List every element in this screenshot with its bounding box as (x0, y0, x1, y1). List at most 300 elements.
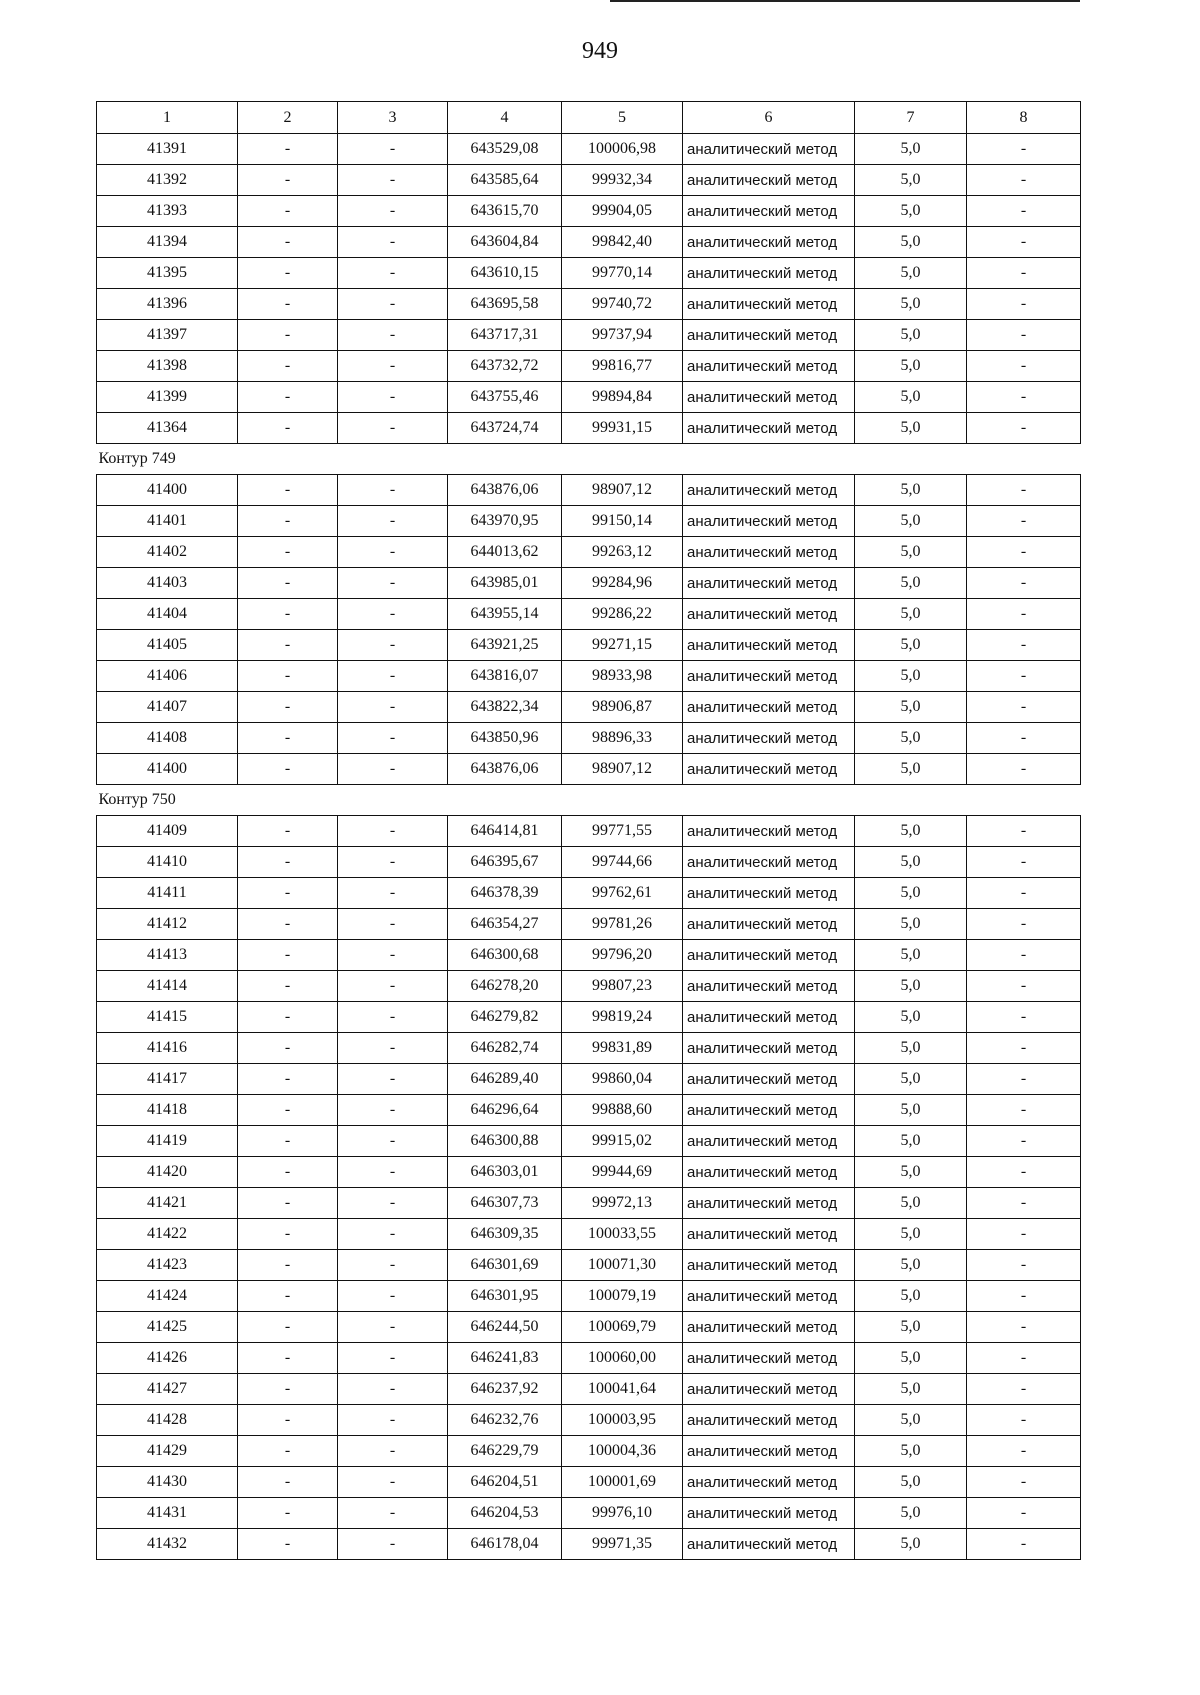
col3-cell: - (338, 475, 448, 506)
table-row (97, 630, 1081, 661)
method-cell: аналитический метод (683, 258, 855, 289)
col3-cell: - (338, 568, 448, 599)
method-cell: аналитический метод (683, 1374, 855, 1405)
table-row (97, 537, 1081, 568)
col8-cell: - (967, 909, 1081, 940)
table-row (97, 382, 1081, 413)
point-number-cell: 41403 (97, 568, 238, 599)
col3-cell: - (338, 723, 448, 754)
coord-x-cell: 646244,50 (448, 1312, 562, 1343)
coord-x-cell: 643822,34 (448, 692, 562, 723)
accuracy-cell: 5,0 (855, 537, 967, 568)
col2-cell: - (238, 134, 338, 165)
accuracy-cell: 5,0 (855, 1002, 967, 1033)
accuracy-cell: 5,0 (855, 816, 967, 847)
coord-y-cell: 99976,10 (562, 1498, 683, 1529)
coord-y-cell: 98907,12 (562, 754, 683, 785)
col2-cell: - (238, 1436, 338, 1467)
coord-x-cell: 646178,04 (448, 1529, 562, 1560)
table-row (97, 165, 1081, 196)
col2-cell: - (238, 1126, 338, 1157)
col2-cell: - (238, 258, 338, 289)
method-cell: аналитический метод (683, 382, 855, 413)
coord-x-cell: 646204,53 (448, 1498, 562, 1529)
table-row (97, 1467, 1081, 1498)
method-cell: аналитический метод (683, 1188, 855, 1219)
col3-cell: - (338, 1219, 448, 1250)
table-row (97, 1405, 1081, 1436)
col2-cell: - (238, 227, 338, 258)
col2-cell: - (238, 971, 338, 1002)
method-cell: аналитический метод (683, 1405, 855, 1436)
coord-x-cell: 646395,67 (448, 847, 562, 878)
method-cell: аналитический метод (683, 1312, 855, 1343)
col3-cell: - (338, 165, 448, 196)
col8-cell: - (967, 1033, 1081, 1064)
point-number-cell: 41430 (97, 1467, 238, 1498)
col8-cell: - (967, 630, 1081, 661)
col8-cell: - (967, 878, 1081, 909)
accuracy-cell: 5,0 (855, 1312, 967, 1343)
col8-cell: - (967, 1498, 1081, 1529)
accuracy-cell: 5,0 (855, 227, 967, 258)
col2-cell: - (238, 382, 338, 413)
point-number-cell: 41423 (97, 1250, 238, 1281)
coord-y-cell: 100071,30 (562, 1250, 683, 1281)
coord-y-cell: 99816,77 (562, 351, 683, 382)
col8-cell: - (967, 289, 1081, 320)
coord-y-cell: 99972,13 (562, 1188, 683, 1219)
coord-x-cell: 643970,95 (448, 506, 562, 537)
col2-cell: - (238, 568, 338, 599)
coord-x-cell: 643615,70 (448, 196, 562, 227)
col3-cell: - (338, 878, 448, 909)
method-cell: аналитический метод (683, 940, 855, 971)
coord-x-cell: 646309,35 (448, 1219, 562, 1250)
table-row (97, 1095, 1081, 1126)
col8-cell: - (967, 227, 1081, 258)
table-row (97, 692, 1081, 723)
point-number-cell: 41408 (97, 723, 238, 754)
coord-y-cell: 99831,89 (562, 1033, 683, 1064)
col3-cell: - (338, 1095, 448, 1126)
col2-cell: - (238, 1157, 338, 1188)
col3-cell: - (338, 1281, 448, 1312)
col3-cell: - (338, 1188, 448, 1219)
method-cell: аналитический метод (683, 165, 855, 196)
col8-cell: - (967, 1095, 1081, 1126)
coord-y-cell: 99931,15 (562, 413, 683, 444)
col2-cell: - (238, 1405, 338, 1436)
method-cell: аналитический метод (683, 1529, 855, 1560)
coord-x-cell: 643585,64 (448, 165, 562, 196)
method-cell: аналитический метод (683, 1436, 855, 1467)
accuracy-cell: 5,0 (855, 196, 967, 227)
coord-y-cell: 100004,36 (562, 1436, 683, 1467)
table-row (97, 1281, 1081, 1312)
col8-cell: - (967, 382, 1081, 413)
method-cell: аналитический метод (683, 878, 855, 909)
coord-y-cell: 99944,69 (562, 1157, 683, 1188)
method-cell: аналитический метод (683, 134, 855, 165)
coord-y-cell: 99888,60 (562, 1095, 683, 1126)
table-row (97, 1219, 1081, 1250)
accuracy-cell: 5,0 (855, 847, 967, 878)
col8-cell: - (967, 1219, 1081, 1250)
coord-x-cell: 646204,51 (448, 1467, 562, 1498)
col3-cell: - (338, 630, 448, 661)
col2-cell: - (238, 599, 338, 630)
col3-cell: - (338, 1436, 448, 1467)
accuracy-cell: 5,0 (855, 1467, 967, 1498)
col8-cell: - (967, 1405, 1081, 1436)
method-cell: аналитический метод (683, 289, 855, 320)
col2-cell: - (238, 909, 338, 940)
col8-cell: - (967, 847, 1081, 878)
header-row (97, 102, 1081, 134)
accuracy-cell: 5,0 (855, 940, 967, 971)
accuracy-cell: 5,0 (855, 630, 967, 661)
table-row (97, 878, 1081, 909)
point-number-cell: 41420 (97, 1157, 238, 1188)
coord-y-cell: 99770,14 (562, 258, 683, 289)
col8-cell: - (967, 1250, 1081, 1281)
col3-cell: - (338, 1529, 448, 1560)
coord-x-cell: 646241,83 (448, 1343, 562, 1374)
table-row (97, 1529, 1081, 1560)
col8-cell: - (967, 599, 1081, 630)
accuracy-cell: 5,0 (855, 382, 967, 413)
method-cell: аналитический метод (683, 227, 855, 258)
point-number-cell: 41396 (97, 289, 238, 320)
method-cell: аналитический метод (683, 971, 855, 1002)
coord-y-cell: 99737,94 (562, 320, 683, 351)
method-cell: аналитический метод (683, 568, 855, 599)
method-cell: аналитический метод (683, 196, 855, 227)
col8-cell: - (967, 475, 1081, 506)
col2-cell: - (238, 320, 338, 351)
table-row (97, 1374, 1081, 1405)
point-number-cell: 41415 (97, 1002, 238, 1033)
col2-cell: - (238, 475, 338, 506)
col3-cell: - (338, 537, 448, 568)
accuracy-cell: 5,0 (855, 1436, 967, 1467)
coord-x-cell: 646303,01 (448, 1157, 562, 1188)
accuracy-cell: 5,0 (855, 1033, 967, 1064)
table-row (97, 754, 1081, 785)
col3-cell: - (338, 816, 448, 847)
accuracy-cell: 5,0 (855, 1343, 967, 1374)
col2-cell: - (238, 816, 338, 847)
point-number-cell: 41399 (97, 382, 238, 413)
method-cell: аналитический метод (683, 847, 855, 878)
coord-x-cell: 643955,14 (448, 599, 562, 630)
col3-cell: - (338, 1467, 448, 1498)
col2-cell: - (238, 165, 338, 196)
accuracy-cell: 5,0 (855, 165, 967, 196)
coord-x-cell: 646289,40 (448, 1064, 562, 1095)
point-number-cell: 41409 (97, 816, 238, 847)
table-row (97, 506, 1081, 537)
col3-cell: - (338, 847, 448, 878)
column-header: 8 (967, 102, 1081, 134)
table-row (97, 1250, 1081, 1281)
coord-y-cell: 99807,23 (562, 971, 683, 1002)
point-number-cell: 41404 (97, 599, 238, 630)
point-number-cell: 41424 (97, 1281, 238, 1312)
method-cell: аналитический метод (683, 1343, 855, 1374)
coord-x-cell: 646378,39 (448, 878, 562, 909)
coordinates-table (96, 101, 1081, 1560)
col2-cell: - (238, 1250, 338, 1281)
col3-cell: - (338, 1157, 448, 1188)
top-edge-line (610, 0, 1080, 2)
col8-cell: - (967, 692, 1081, 723)
col3-cell: - (338, 1405, 448, 1436)
accuracy-cell: 5,0 (855, 599, 967, 630)
coord-x-cell: 643717,31 (448, 320, 562, 351)
col2-cell: - (238, 692, 338, 723)
table-row (97, 1343, 1081, 1374)
col8-cell: - (967, 1126, 1081, 1157)
col2-cell: - (238, 1064, 338, 1095)
point-number-cell: 41410 (97, 847, 238, 878)
col2-cell: - (238, 1219, 338, 1250)
method-cell: аналитический метод (683, 1064, 855, 1095)
page-number: 949 (582, 38, 618, 64)
coord-x-cell: 643724,74 (448, 413, 562, 444)
col3-cell: - (338, 1033, 448, 1064)
coord-x-cell: 643732,72 (448, 351, 562, 382)
coord-y-cell: 98896,33 (562, 723, 683, 754)
col3-cell: - (338, 413, 448, 444)
col2-cell: - (238, 537, 338, 568)
method-cell: аналитический метод (683, 1095, 855, 1126)
point-number-cell: 41400 (97, 754, 238, 785)
coord-y-cell: 99740,72 (562, 289, 683, 320)
table-row (97, 1498, 1081, 1529)
coord-x-cell: 643816,07 (448, 661, 562, 692)
col8-cell: - (967, 1374, 1081, 1405)
method-cell: аналитический метод (683, 661, 855, 692)
point-number-cell: 41417 (97, 1064, 238, 1095)
column-header: 4 (448, 102, 562, 134)
coord-x-cell: 646300,88 (448, 1126, 562, 1157)
point-number-cell: 41419 (97, 1126, 238, 1157)
coord-x-cell: 646414,81 (448, 816, 562, 847)
point-number-cell: 41402 (97, 537, 238, 568)
col8-cell: - (967, 1002, 1081, 1033)
coord-x-cell: 643604,84 (448, 227, 562, 258)
accuracy-cell: 5,0 (855, 1281, 967, 1312)
point-number-cell: 41412 (97, 909, 238, 940)
col3-cell: - (338, 971, 448, 1002)
coord-y-cell: 100001,69 (562, 1467, 683, 1498)
column-header: 3 (338, 102, 448, 134)
col8-cell: - (967, 506, 1081, 537)
point-number-cell: 41428 (97, 1405, 238, 1436)
col2-cell: - (238, 878, 338, 909)
accuracy-cell: 5,0 (855, 1157, 967, 1188)
coord-y-cell: 99904,05 (562, 196, 683, 227)
col8-cell: - (967, 258, 1081, 289)
table-row (97, 661, 1081, 692)
method-cell: аналитический метод (683, 1219, 855, 1250)
coord-y-cell: 100060,00 (562, 1343, 683, 1374)
coord-x-cell: 643529,08 (448, 134, 562, 165)
accuracy-cell: 5,0 (855, 320, 967, 351)
column-header: 7 (855, 102, 967, 134)
point-number-cell: 41429 (97, 1436, 238, 1467)
contour-title-row (97, 785, 1081, 816)
col8-cell: - (967, 165, 1081, 196)
table-row (97, 847, 1081, 878)
col2-cell: - (238, 723, 338, 754)
table-row (97, 1188, 1081, 1219)
coord-y-cell: 100079,19 (562, 1281, 683, 1312)
accuracy-cell: 5,0 (855, 1064, 967, 1095)
accuracy-cell: 5,0 (855, 1250, 967, 1281)
coord-x-cell: 646232,76 (448, 1405, 562, 1436)
col8-cell: - (967, 661, 1081, 692)
coord-y-cell: 99781,26 (562, 909, 683, 940)
coord-y-cell: 99263,12 (562, 537, 683, 568)
col8-cell: - (967, 413, 1081, 444)
point-number-cell: 41391 (97, 134, 238, 165)
point-number-cell: 41392 (97, 165, 238, 196)
coord-y-cell: 99271,15 (562, 630, 683, 661)
point-number-cell: 41416 (97, 1033, 238, 1064)
col3-cell: - (338, 1343, 448, 1374)
table-row (97, 134, 1081, 165)
col3-cell: - (338, 134, 448, 165)
coord-x-cell: 646301,69 (448, 1250, 562, 1281)
point-number-cell: 41426 (97, 1343, 238, 1374)
coord-x-cell: 644013,62 (448, 537, 562, 568)
method-cell: аналитический метод (683, 1467, 855, 1498)
method-cell: аналитический метод (683, 1498, 855, 1529)
table-row (97, 568, 1081, 599)
accuracy-cell: 5,0 (855, 723, 967, 754)
accuracy-cell: 5,0 (855, 1188, 967, 1219)
col3-cell: - (338, 1374, 448, 1405)
coord-x-cell: 643755,46 (448, 382, 562, 413)
coord-y-cell: 99932,34 (562, 165, 683, 196)
coord-y-cell: 100033,55 (562, 1219, 683, 1250)
table-row (97, 1064, 1081, 1095)
table-row (97, 351, 1081, 382)
accuracy-cell: 5,0 (855, 568, 967, 599)
coord-y-cell: 100069,79 (562, 1312, 683, 1343)
column-header: 5 (562, 102, 683, 134)
point-number-cell: 41427 (97, 1374, 238, 1405)
coord-x-cell: 643876,06 (448, 475, 562, 506)
accuracy-cell: 5,0 (855, 506, 967, 537)
accuracy-cell: 5,0 (855, 1405, 967, 1436)
accuracy-cell: 5,0 (855, 1219, 967, 1250)
column-header: 2 (238, 102, 338, 134)
accuracy-cell: 5,0 (855, 754, 967, 785)
col3-cell: - (338, 506, 448, 537)
col8-cell: - (967, 1436, 1081, 1467)
col2-cell: - (238, 661, 338, 692)
accuracy-cell: 5,0 (855, 909, 967, 940)
point-number-cell: 41411 (97, 878, 238, 909)
col2-cell: - (238, 1312, 338, 1343)
col2-cell: - (238, 196, 338, 227)
col2-cell: - (238, 1281, 338, 1312)
table-row (97, 599, 1081, 630)
accuracy-cell: 5,0 (855, 1126, 967, 1157)
method-cell: аналитический метод (683, 413, 855, 444)
coord-y-cell: 100006,98 (562, 134, 683, 165)
coord-x-cell: 643695,58 (448, 289, 562, 320)
method-cell: аналитический метод (683, 816, 855, 847)
accuracy-cell: 5,0 (855, 134, 967, 165)
accuracy-cell: 5,0 (855, 878, 967, 909)
col2-cell: - (238, 940, 338, 971)
col8-cell: - (967, 1064, 1081, 1095)
accuracy-cell: 5,0 (855, 1498, 967, 1529)
col8-cell: - (967, 1281, 1081, 1312)
col2-cell: - (238, 413, 338, 444)
method-cell: аналитический метод (683, 1250, 855, 1281)
coord-x-cell: 646279,82 (448, 1002, 562, 1033)
col3-cell: - (338, 940, 448, 971)
table-row (97, 909, 1081, 940)
col2-cell: - (238, 1374, 338, 1405)
col8-cell: - (967, 1157, 1081, 1188)
coord-x-cell: 643610,15 (448, 258, 562, 289)
col8-cell: - (967, 196, 1081, 227)
coord-x-cell: 643876,06 (448, 754, 562, 785)
col8-cell: - (967, 1467, 1081, 1498)
col2-cell: - (238, 630, 338, 661)
column-header: 6 (683, 102, 855, 134)
method-cell: аналитический метод (683, 351, 855, 382)
table-row (97, 1157, 1081, 1188)
table-row (97, 258, 1081, 289)
coord-y-cell: 100003,95 (562, 1405, 683, 1436)
coord-y-cell: 99971,35 (562, 1529, 683, 1560)
col3-cell: - (338, 661, 448, 692)
coord-y-cell: 99842,40 (562, 227, 683, 258)
accuracy-cell: 5,0 (855, 692, 967, 723)
method-cell: аналитический метод (683, 320, 855, 351)
coord-x-cell: 643850,96 (448, 723, 562, 754)
point-number-cell: 41413 (97, 940, 238, 971)
point-number-cell: 41432 (97, 1529, 238, 1560)
col3-cell: - (338, 1498, 448, 1529)
point-number-cell: 41394 (97, 227, 238, 258)
coord-y-cell: 99915,02 (562, 1126, 683, 1157)
col3-cell: - (338, 692, 448, 723)
method-cell: аналитический метод (683, 599, 855, 630)
accuracy-cell: 5,0 (855, 258, 967, 289)
method-cell: аналитический метод (683, 475, 855, 506)
col3-cell: - (338, 1126, 448, 1157)
table-row (97, 1126, 1081, 1157)
accuracy-cell: 5,0 (855, 971, 967, 1002)
col8-cell: - (967, 1312, 1081, 1343)
table-row (97, 196, 1081, 227)
col2-cell: - (238, 1002, 338, 1033)
col3-cell: - (338, 351, 448, 382)
accuracy-cell: 5,0 (855, 1095, 967, 1126)
table-row (97, 1033, 1081, 1064)
col2-cell: - (238, 1343, 338, 1374)
method-cell: аналитический метод (683, 506, 855, 537)
